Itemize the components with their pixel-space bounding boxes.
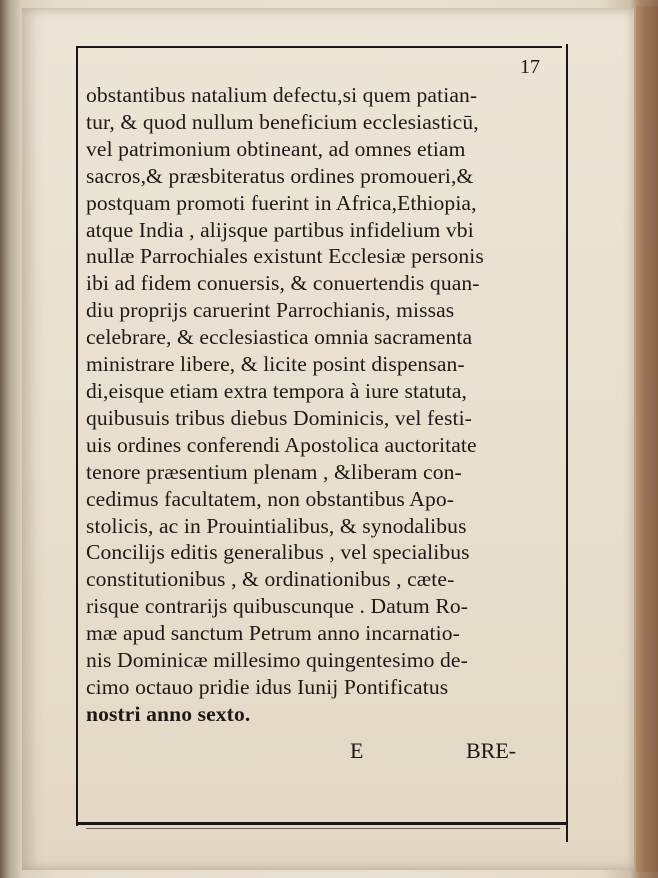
text-line: postquam promoti fuerint in Africa,Ethiopia, — [86, 190, 477, 215]
text-line: nis Dominicæ millesimo quingentesimo de- — [86, 648, 468, 673]
body-text — [86, 82, 562, 728]
text-line: tenore præsentium plenam , &liberam con- — [86, 459, 462, 484]
text-line: ministrare libere, & licite posint dispensan- — [86, 352, 465, 377]
text-line: constitutionibus , & ordinationibus , cæte- — [86, 567, 455, 592]
text-line: stolicis, ac in Prouintialibus, & synodalibus — [86, 513, 467, 538]
text-line: nostri anno sexto. — [86, 701, 251, 726]
text-line: quibusuis tribus diebus Dominicis, vel festi- — [86, 405, 472, 430]
text-line: nullæ Parrochiales existunt Ecclesiæ personis — [86, 244, 484, 269]
text-line: atque India , alijsque partibus infidelium vbi — [86, 217, 474, 242]
text-line: sacros,& præsbiteratus ordines promoueri,& — [86, 163, 474, 188]
text-line: ibi ad fidem conuersis, & conuertendis quan- — [86, 271, 480, 296]
text-line: cimo octauo pridie idus Iunij Pontificatus — [86, 674, 449, 699]
text-line: mæ apud sanctum Petrum anno incarnatio- — [86, 621, 460, 646]
text-line: uis ordines conferendi Apostolica auctoritate — [86, 432, 477, 457]
page-number: 17 — [520, 56, 540, 78]
frame-rule-top — [78, 46, 562, 48]
frame-rule-bottom — [78, 822, 566, 825]
footer-row — [86, 738, 562, 768]
text-line: diu proprijs caruerint Parrochianis, missas — [86, 298, 455, 323]
text-line: tur, & quod nullum beneficium ecclesiasticū, — [86, 109, 479, 134]
page-edge — [636, 6, 658, 872]
signature-mark: E — [350, 738, 364, 763]
text-line: celebrare, & ecclesiastica omnia sacramenta — [86, 325, 473, 350]
frame-rule-bottom-inner — [86, 828, 560, 829]
text-line: cedimus facultatem, non obstantibus Apo- — [86, 486, 455, 511]
catchword: BRE- — [466, 738, 517, 763]
text-line: di,eisque etiam extra tempora à iure statuta, — [86, 378, 468, 403]
text-line: risque contrarijs quibuscunque . Datum Ro- — [86, 594, 469, 619]
text-line: Concilijs editis generalibus , vel specialibus — [86, 540, 470, 565]
text-line: vel patrimonium obtineant, ad omnes etiam — [86, 136, 466, 161]
frame-rule-left — [76, 46, 78, 826]
frame-rule-right — [566, 44, 568, 842]
text-line: obstantibus natalium defectu,si quem patian- — [86, 83, 478, 107]
